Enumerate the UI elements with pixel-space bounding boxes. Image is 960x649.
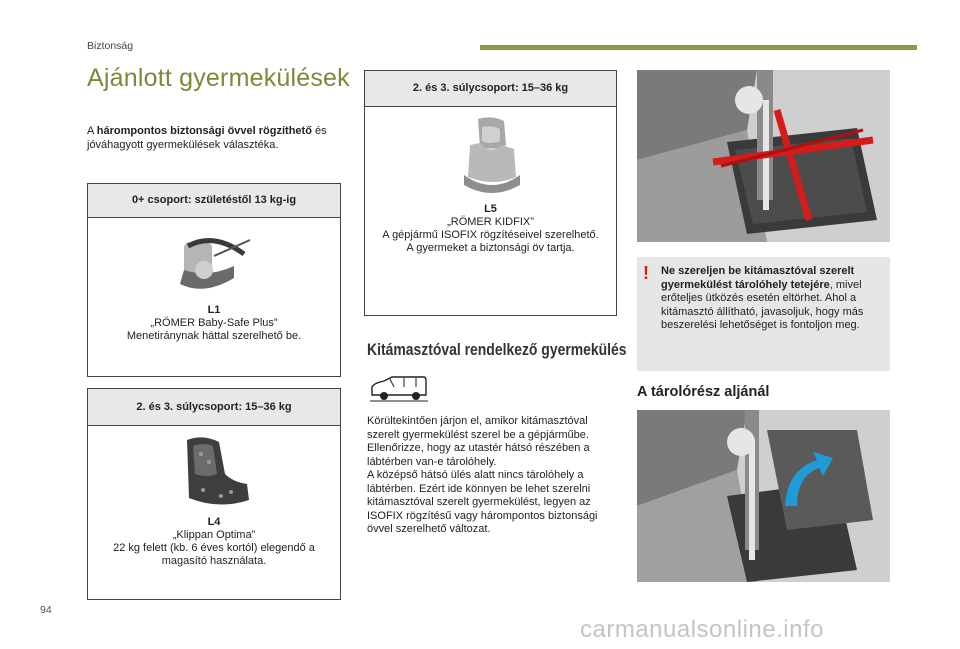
seat-code: L1 [207,304,221,316]
seat-name: „RÖMER Baby-Safe Plus” [150,317,278,329]
seat-description: Menetiránynak háttal szerelhető be. [126,330,302,342]
storage-bottom-photo [637,410,890,582]
storage-lid-photo [637,70,890,242]
van-icon [370,375,428,403]
box-header: 0+ csoport: születéstől 13 kg-ig [88,184,340,218]
page-title: Ajánlott gyermekülések [87,64,350,92]
warning-box [637,257,890,371]
seat-code: L4 [207,516,221,528]
section-heading: Kitámasztóval rendelkező gyermekülés [367,340,627,359]
section-body-text: Körültekintően járjon el, amikor kitámasztóval szerelt gyermekülést szerel be a gépjárműbe. Ellenőrizze, hogy az utastér hátsó részében a lábtérben van-e tárolóhely. A középső hátsó ülés alatt nincs tárolóhely a lábtérben. Ezért ide könnyen be lehet szerelni kitámasztóval szerelt gyermekülést, legyen az ISOFIX rögzítésű vagy hárompontos biztonsági övvel szerelhető változat. [367,415,598,535]
seat-box-l5 [364,70,617,316]
kidfix-seat-image [456,115,526,197]
seat-code: L5 [484,203,497,215]
seat-description: A gépjármű ISOFIX rögzítéseivel szerelhető. A gyermeket a biztonsági öv tartja. [382,229,599,254]
page-number: 94 [40,604,52,616]
warning-icon: ! [643,263,649,283]
booster-seat-image [173,434,255,510]
seat-box-l1 [87,183,341,377]
seat-name: „RÖMER KIDFIX” [447,216,534,228]
box-header: 2. és 3. súlycsoport: 15–36 kg [365,71,616,107]
intro-text: A hárompontos biztonsági övvel rögzíthető és jóváhagyott gyermekülések választéka. [87,125,327,151]
box-header: 2. és 3. súlycsoport: 15–36 kg [88,389,340,426]
seat-name: „Klippan Optima” [172,529,256,541]
warning-text: Ne szereljen be kitámasztóval szerelt gyermekülést tárolóhely tetejére, mivel erőteljes ütközés esetén eltörhet. Ahol a kitámasztó állítható, javasoljuk, hogy más beszerelési lehetőséget is fontoljon meg. [661,265,864,331]
seat-description: 22 kg felett (kb. 6 éves kortól) elegendő a magasító használata. [113,542,315,567]
baby-carrier-image [174,226,254,298]
section-label: Biztonság [87,40,134,52]
subheading: A tárolórész aljánál [637,384,770,400]
watermark: carmanualsonline.info [580,616,824,643]
header-rule [480,45,917,50]
seat-box-l4 [87,388,341,600]
